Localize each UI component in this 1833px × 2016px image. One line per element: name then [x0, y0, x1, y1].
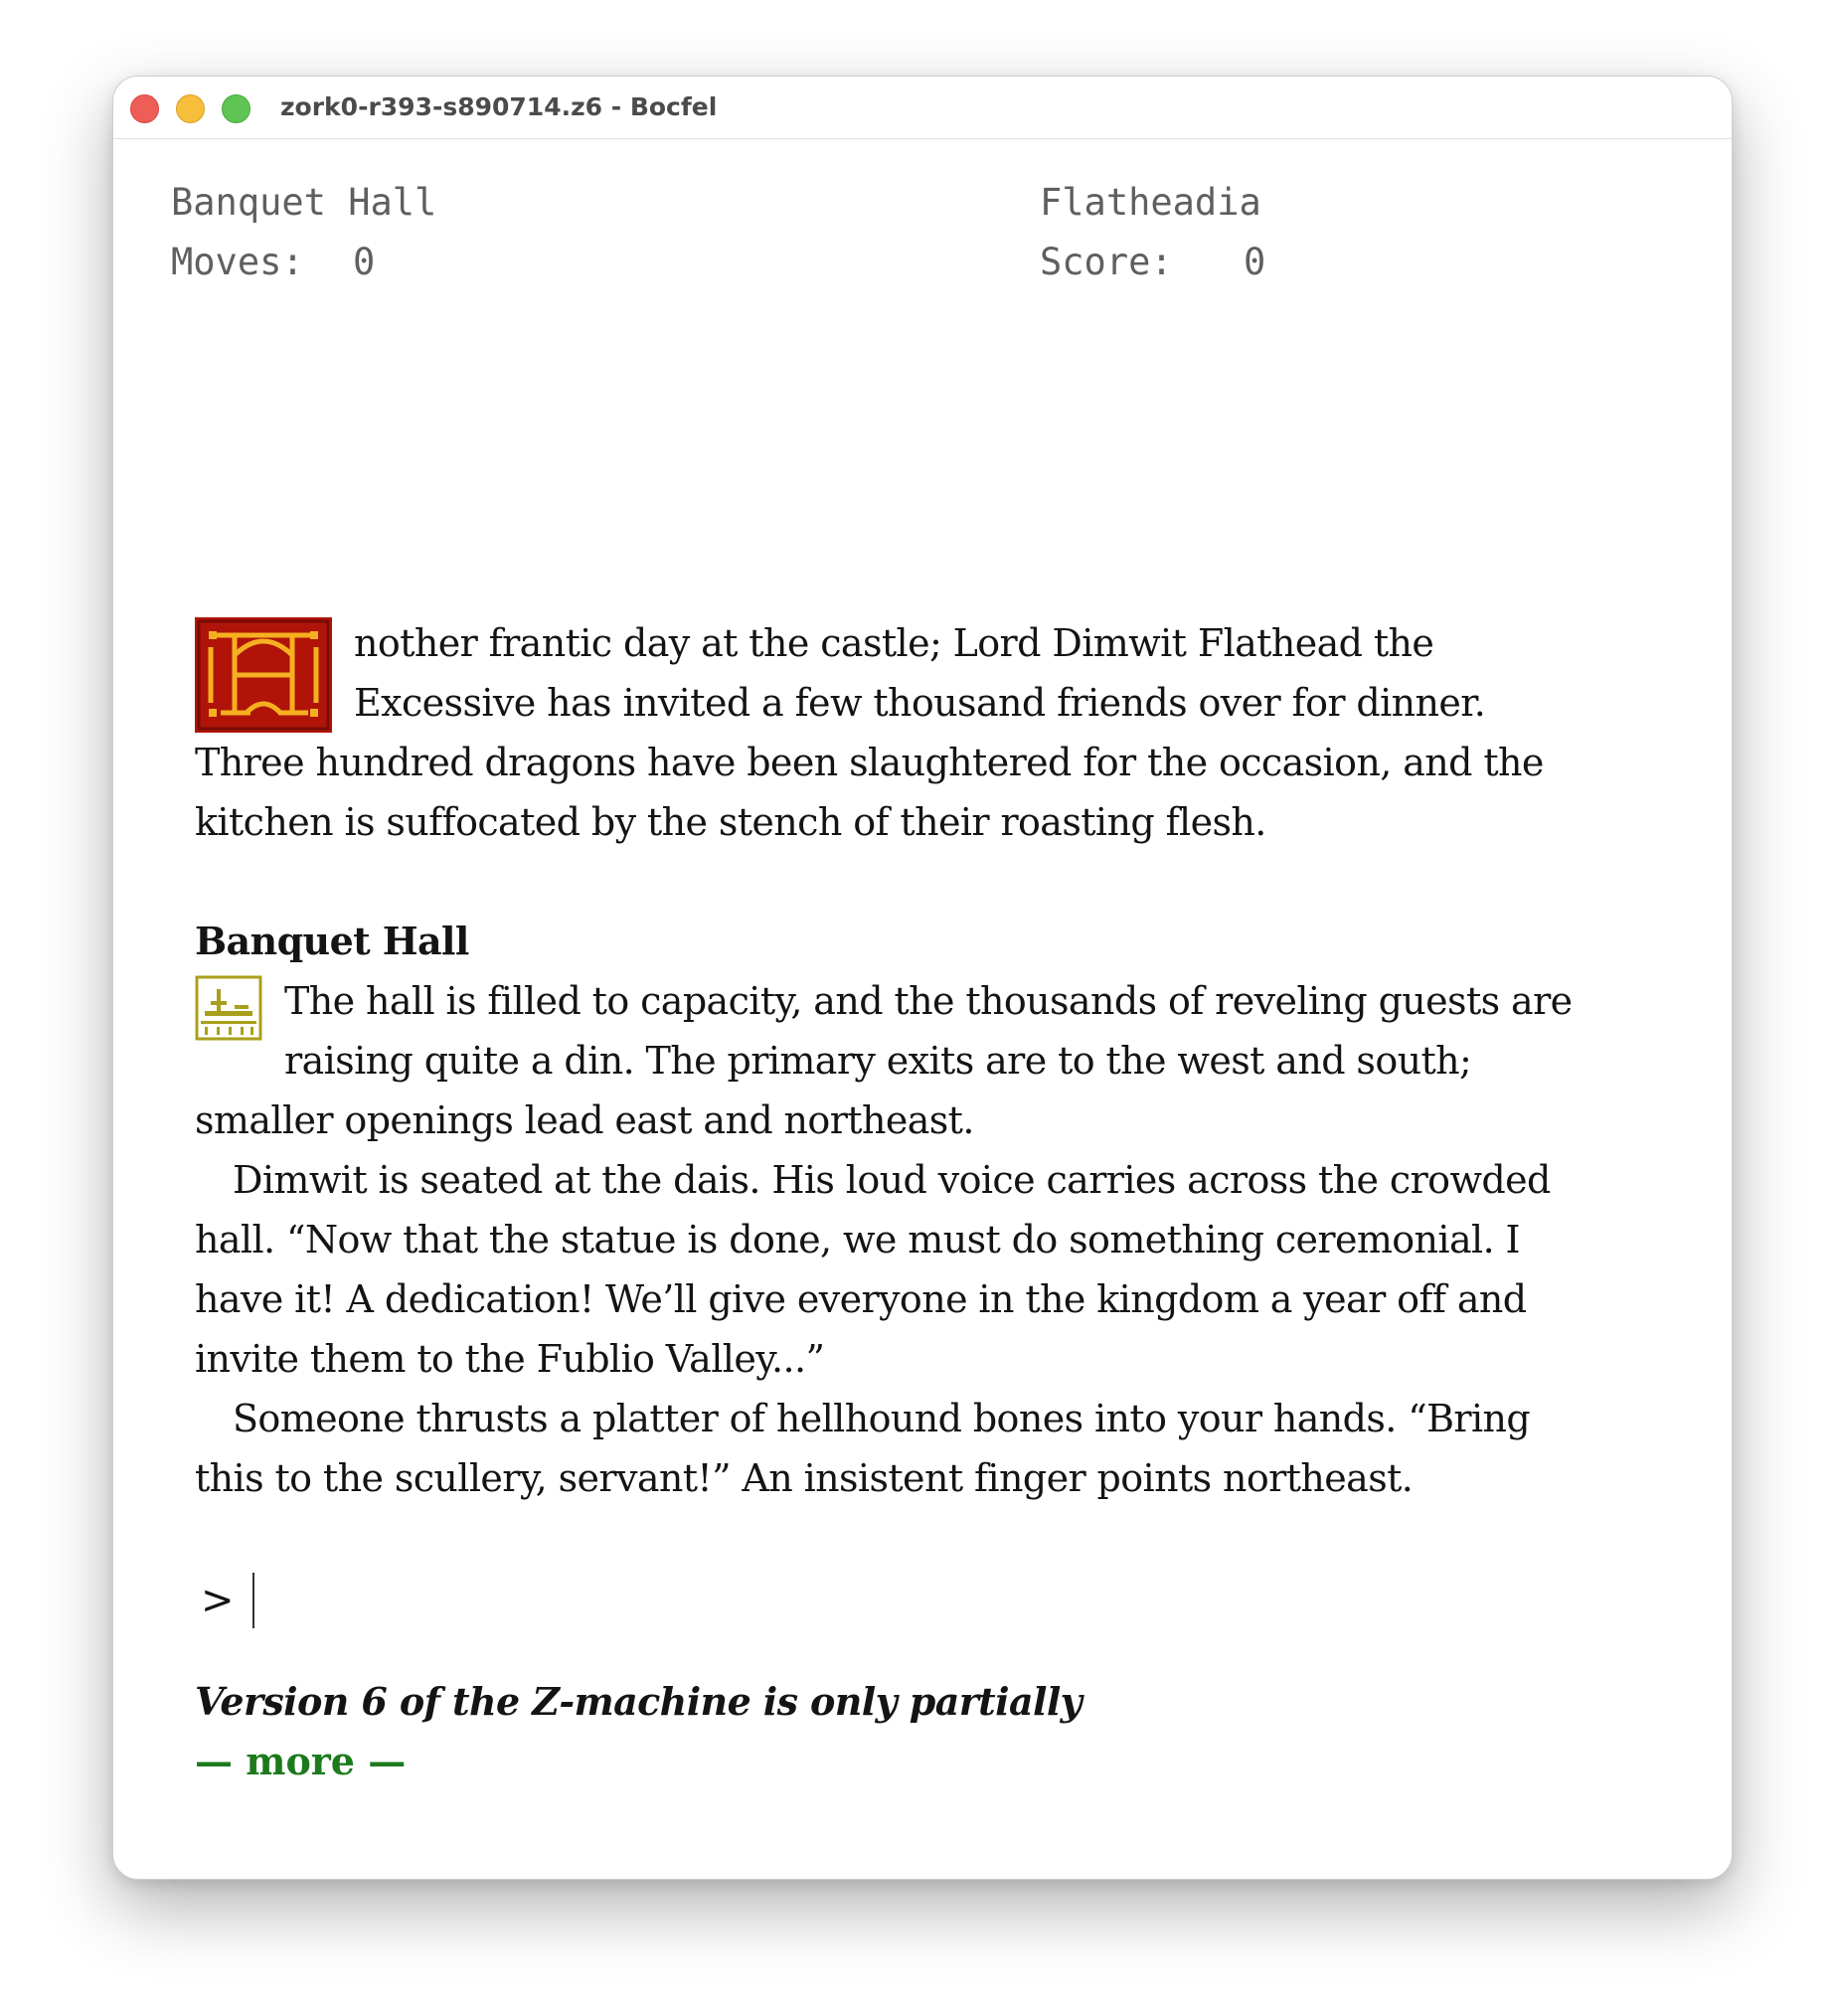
- more-prompt[interactable]: — more —: [195, 1739, 407, 1783]
- minimize-window-button[interactable]: [176, 94, 205, 123]
- zoom-window-button[interactable]: [222, 94, 250, 123]
- room-line: Dimwit is seated at the dais. His loud voice carries across the crowded: [233, 1158, 1551, 1202]
- room-heading: Banquet Hall: [195, 919, 469, 963]
- status-region: Flatheadia: [1040, 181, 1261, 224]
- room-line: invite them to the Fublio Valley...”: [195, 1337, 825, 1381]
- room-line: Someone thrusts a platter of hellhound bones into your hands. “Bring: [233, 1397, 1531, 1440]
- room-line: The hall is filled to capacity, and the thousands of reveling guests are: [284, 979, 1573, 1023]
- moves-value: 0: [353, 241, 376, 283]
- command-input[interactable]: [252, 1573, 254, 1628]
- version-notice: Version 6 of the Z-machine is only partially: [195, 1679, 1083, 1724]
- room-line: have it! A dedication! We’ll give everyone in the kingdom a year off and: [195, 1277, 1527, 1321]
- score-value: 0: [1244, 241, 1266, 283]
- moves-label: Moves:: [171, 241, 304, 283]
- intro-line: Excessive has invited a few thousand friends over for dinner.: [354, 681, 1486, 725]
- close-window-button[interactable]: [130, 94, 159, 123]
- room-line: raising quite a din. The primary exits are to the west and south;: [284, 1039, 1472, 1083]
- illuminated-letter-a-icon: [195, 617, 332, 733]
- command-prompt: >: [201, 1578, 235, 1623]
- banquet-table-icon: [195, 975, 262, 1041]
- title-bar: [113, 77, 1732, 139]
- app-window: [112, 76, 1733, 1880]
- room-line: smaller openings lead east and northeast.: [195, 1098, 974, 1142]
- intro-line: nother frantic day at the castle; Lord Dimwit Flathead the: [354, 621, 1434, 665]
- window-title: zork0-r393-s890714.z6 - Bocfel: [280, 92, 718, 121]
- room-line: hall. “Now that the statue is done, we must do something ceremonial. I: [195, 1218, 1520, 1261]
- score-label: Score:: [1040, 241, 1173, 283]
- intro-line: kitchen is suffocated by the stench of their roasting flesh.: [195, 800, 1266, 844]
- intro-line: Three hundred dragons have been slaughtered for the occasion, and the: [195, 741, 1544, 784]
- status-location: Banquet Hall: [171, 181, 437, 224]
- room-line: this to the scullery, servant!” An insistent finger points northeast.: [195, 1456, 1414, 1500]
